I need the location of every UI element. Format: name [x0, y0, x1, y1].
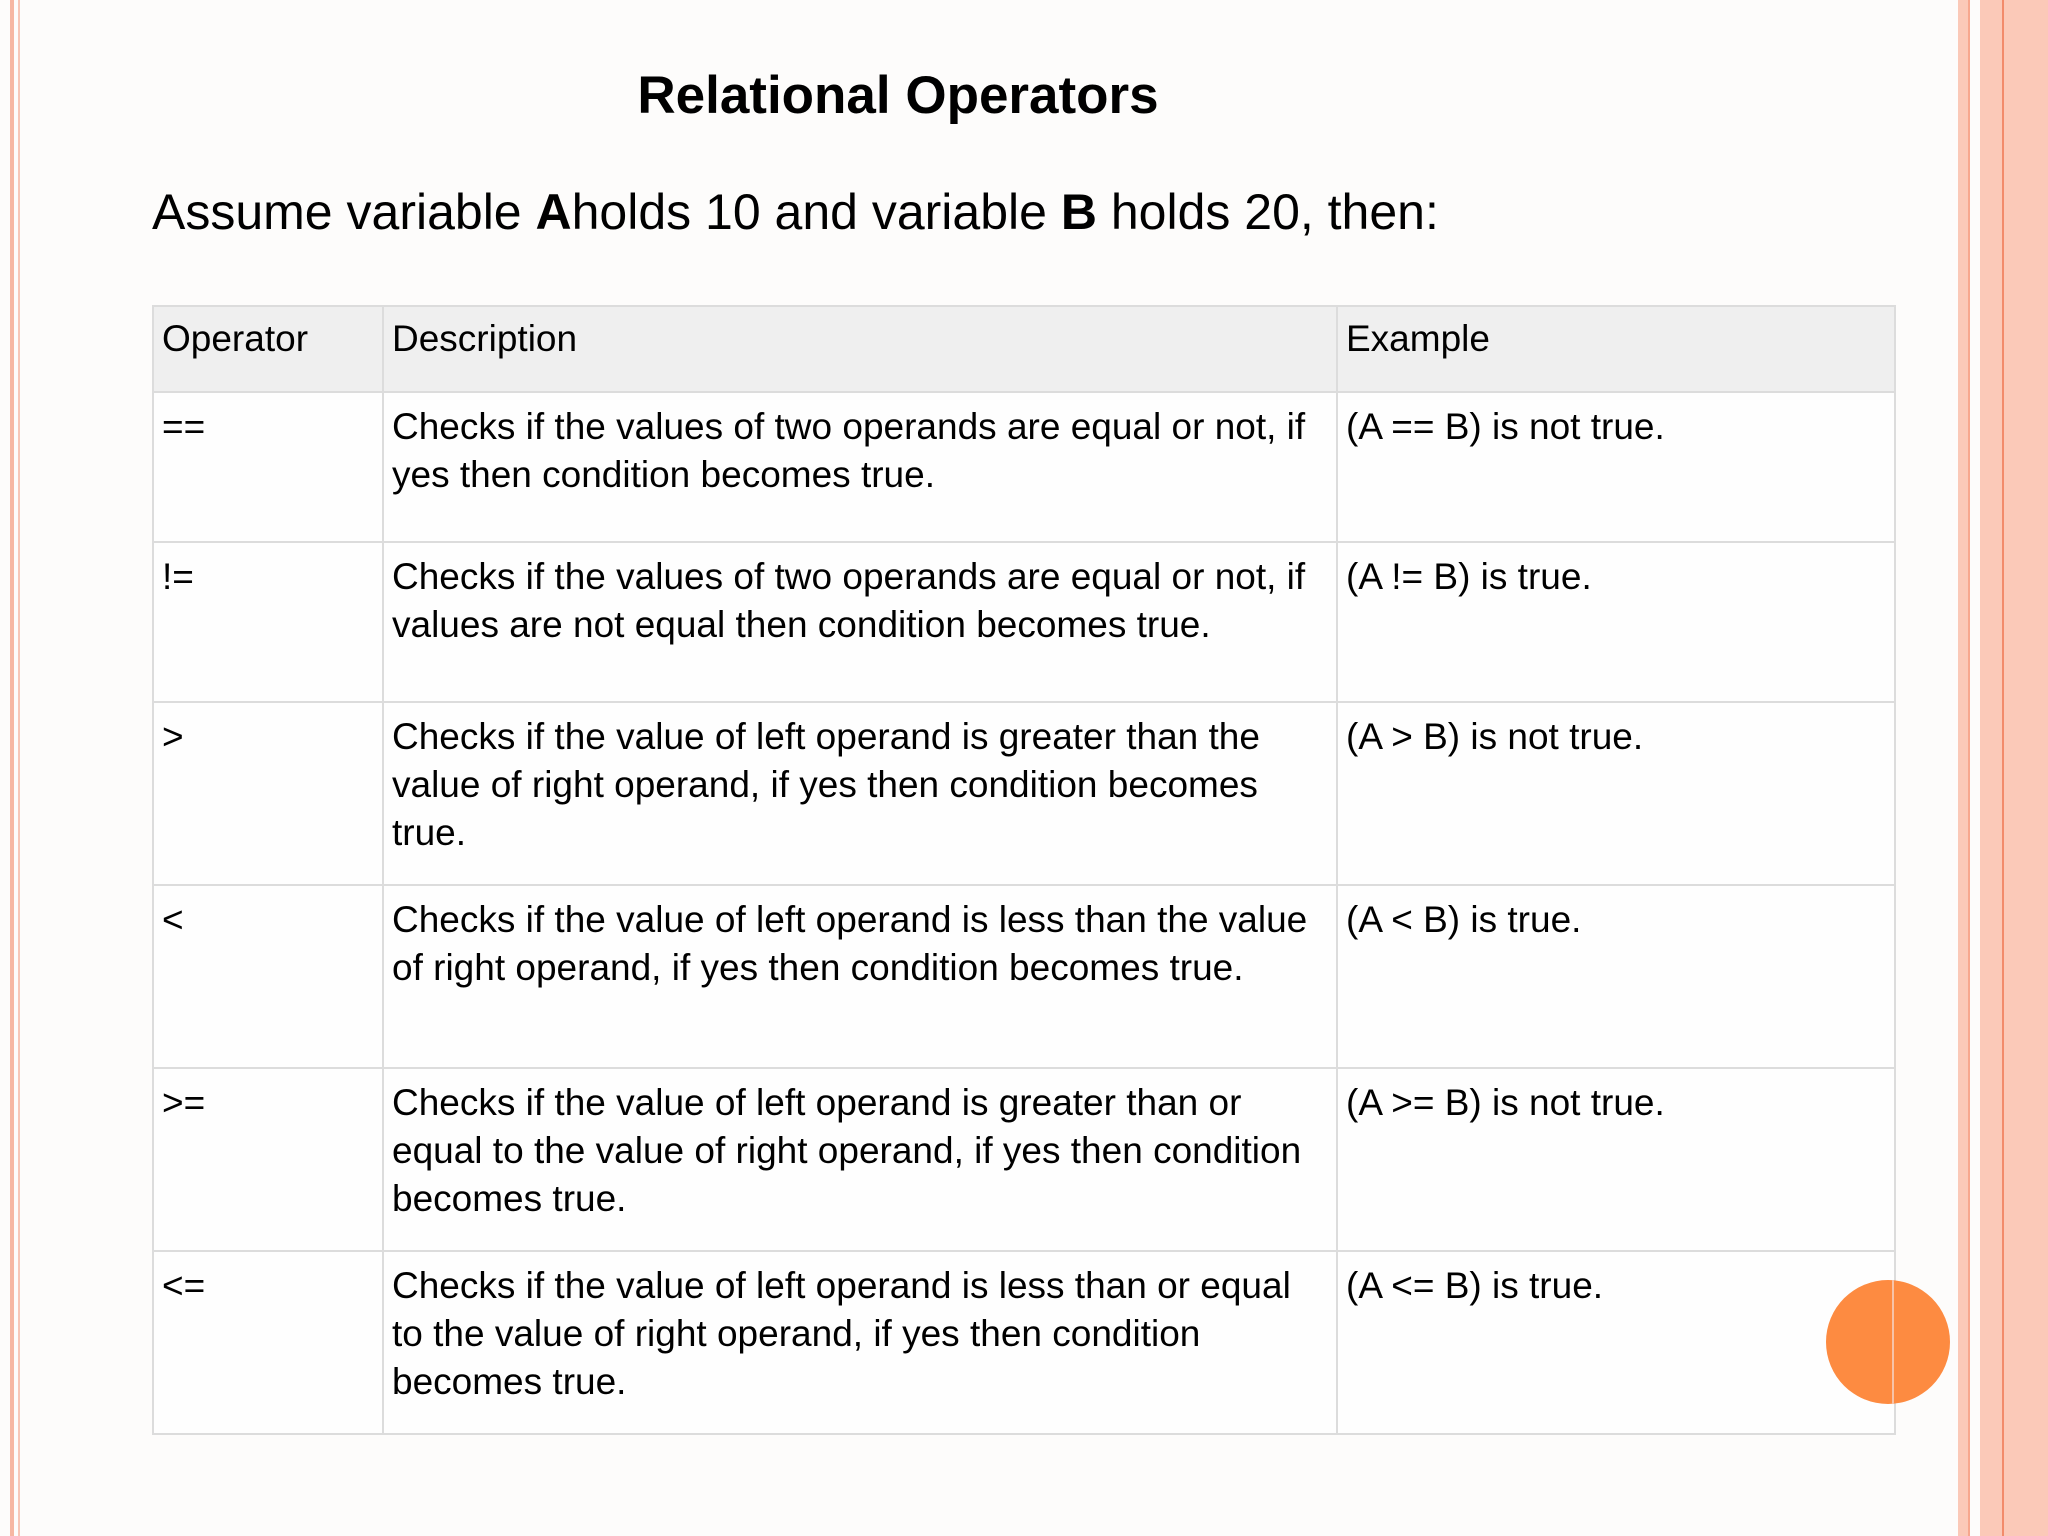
orange-circle-divider	[1892, 1280, 1894, 1404]
table-row	[153, 702, 1895, 885]
assumption-suffix: holds 20, then:	[1096, 184, 1439, 240]
example-cell: (A > B) is not true.	[1337, 702, 1895, 885]
example-cell: (A < B) is true.	[1337, 885, 1895, 1068]
assumption-prefix: Assume variable	[152, 184, 536, 240]
variable-b: B	[1060, 184, 1097, 240]
operator-cell: ==	[153, 392, 383, 542]
right-border-stripe-wide	[1980, 0, 2002, 1536]
relational-operators-table	[152, 305, 1896, 1435]
operator-cell: <	[153, 885, 383, 1068]
description-cell: Checks if the value of left operand is less than the value of right operand, if yes then condition becomes true.	[383, 885, 1337, 1068]
right-border-stripe	[1958, 0, 1968, 1536]
operator-cell: !=	[153, 542, 383, 702]
assumption-middle: holds 10 and variable	[571, 184, 1061, 240]
description-cell: Checks if the value of left operand is greater than the value of right operand, if yes then condition becomes true.	[383, 702, 1337, 885]
description-cell: Checks if the values of two operands are equal or not, if yes then condition becomes true.	[383, 392, 1337, 542]
table-row	[153, 1068, 1895, 1251]
header-description: Description	[383, 306, 1337, 392]
variable-a: A	[535, 184, 572, 240]
header-operator: Operator	[153, 306, 383, 392]
operator-cell: <=	[153, 1251, 383, 1434]
description-cell: Checks if the values of two operands are equal or not, if values are not equal then condition becomes true.	[383, 542, 1337, 702]
table-row	[153, 542, 1895, 702]
table-row	[153, 1251, 1895, 1434]
operator-cell: >=	[153, 1068, 383, 1251]
table-header-row	[153, 306, 1895, 392]
orange-circle-decoration	[1826, 1280, 1950, 1404]
header-example: Example	[1337, 306, 1895, 392]
description-cell: Checks if the value of left operand is greater than or equal to the value of right operand, if yes then condition becomes true.	[383, 1068, 1337, 1251]
left-border-stripe-thin	[18, 0, 20, 1536]
example-cell: (A != B) is true.	[1337, 542, 1895, 702]
table-row	[153, 885, 1895, 1068]
assumption-text	[152, 180, 1439, 244]
example-cell: (A <= B) is true.	[1337, 1251, 1895, 1434]
operator-cell: >	[153, 702, 383, 885]
example-cell: (A >= B) is not true.	[1337, 1068, 1895, 1251]
right-border-stripe-line	[1968, 0, 1970, 1536]
example-cell: (A == B) is not true.	[1337, 392, 1895, 542]
table-row	[153, 392, 1895, 542]
description-cell: Checks if the value of left operand is less than or equal to the value of right operand, if yes then condition becomes true.	[383, 1251, 1337, 1434]
slide-title: Relational Operators	[637, 66, 1159, 125]
right-border-stripe-outer	[2004, 0, 2048, 1536]
left-border-stripe	[10, 0, 14, 1536]
